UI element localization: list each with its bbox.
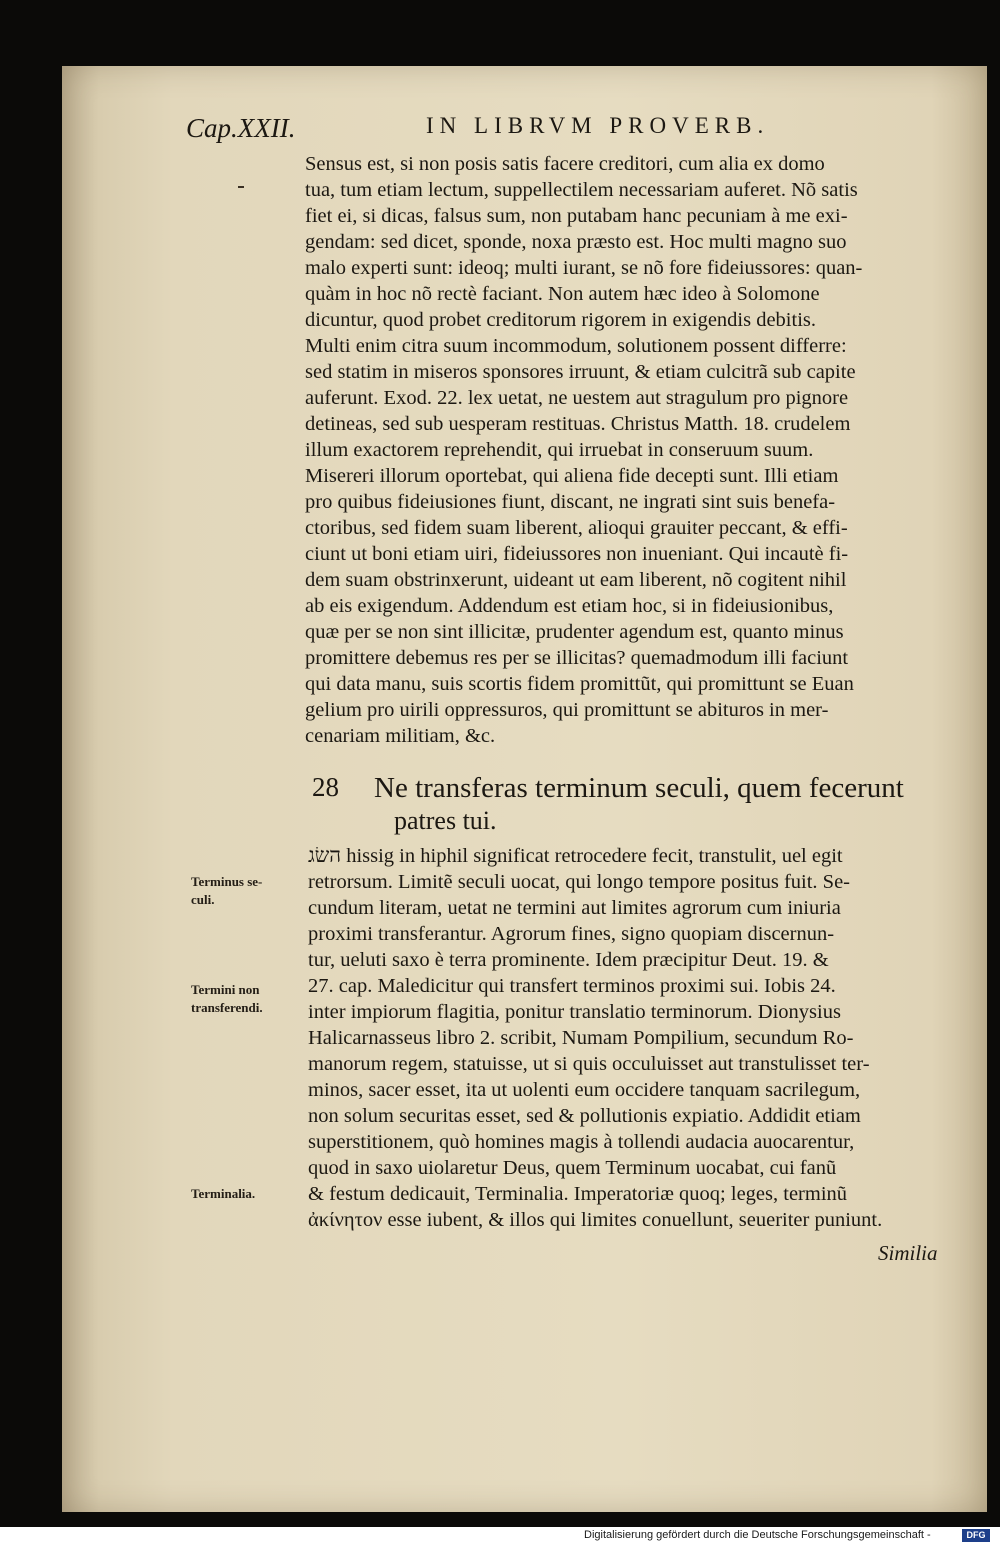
- margin-note-line: Terminus se-: [191, 874, 263, 889]
- text-line: sed statim in miseros sponsores irruunt, & etiam culcitrã sub capite: [305, 361, 856, 383]
- text-line: retrorsum. Limitẽ seculi uocat, qui longo tempore positus fuit. Se-: [308, 871, 851, 893]
- dfg-logo: DFG: [962, 1529, 990, 1542]
- text-line: 27. cap. Maledicitur qui transfert terminos proximi sui. Iobis 24.: [308, 975, 836, 997]
- text-line: ab eis exigendum. Addendum est etiam hoc, si in fideiusionibus,: [305, 595, 834, 617]
- text-line: dicuntur, quod probet creditorum rigorem in exigendis debitis.: [305, 309, 816, 331]
- text-line: inter impiorum flagitia, ponitur translatio terminorum. Dionysius: [308, 1001, 841, 1023]
- text-line: gendam: sed dicet, sponde, noxa præsto est. Hoc multi magno suo: [305, 231, 847, 253]
- text-line: fiet ei, si dicas, falsus sum, non putabam hanc pecuniam à me exi-: [305, 205, 848, 227]
- text-line: quæ per se non sint illicitæ, prudenter agendum est, quanto minus: [305, 621, 844, 643]
- margin-note-line: transferendi.: [191, 1000, 263, 1015]
- text-line: dem suam obstrinxerunt, uideant ut eam liberent, nõ cogitent nihil: [305, 569, 847, 591]
- text-line: tua, tum etiam lectum, suppellectilem necessariam auferet. Nõ satis: [305, 179, 858, 201]
- verse-number: 28: [312, 772, 339, 802]
- margin-note-line: Termini non: [191, 982, 260, 997]
- text-line: ἀκίνητον esse iubent, & illos qui limites conuellunt, seueriter puniunt.: [308, 1209, 883, 1231]
- text-line: superstitionem, quò homines magis à tollendi audacia auocarentur,: [308, 1131, 855, 1153]
- text-line: ciunt ut boni etiam uiri, fideiussores non inueniant. Qui incautè fi-: [305, 543, 849, 565]
- text-line: Misereri illorum oportebat, qui aliena fide decepti sunt. Illi etiam: [305, 465, 839, 487]
- text-line: Halicarnasseus libro 2. scribit, Numam Pompilium, secundum Ro-: [308, 1027, 854, 1049]
- margin-mark: [238, 186, 244, 188]
- text-line: malo experti sunt: ideoq; multi iurant, se nõ fore fideiussores: quan-: [305, 257, 863, 279]
- verse-line-2: patres tui.: [394, 806, 497, 835]
- chapter-label: Cap.XXII.: [186, 113, 296, 143]
- margin-note-line: culi.: [191, 892, 215, 907]
- text-line: minos, sacer esset, ita ut uolenti eum occidere tanquam sacrilegum,: [308, 1079, 861, 1101]
- running-head: [186, 113, 806, 143]
- text-line: Multi enim citra suum incommodum, solutionem possent differre:: [305, 335, 847, 357]
- running-title: IN LIBRVM PROVERB.: [426, 113, 770, 138]
- text-line: auferunt. Exod. 22. lex uetat, ne uestem aut stragulum pro pignore: [305, 387, 849, 409]
- margin-note-terminus-seculi: [191, 873, 301, 909]
- footer-credit: Digitalisierung gefördert durch die Deutsche Forschungsgemeinschaft -: [584, 1529, 931, 1541]
- text-line: detineas, sed sub uesperam restituas. Christus Matth. 18. crudelem: [305, 413, 851, 435]
- text-line: tur, ueluti saxo è terra prominente. Idem præcipitur Deut. 19. &: [308, 949, 829, 971]
- text-line: & festum dedicauit, Terminalia. Imperatoriæ quoq; leges, terminũ: [308, 1183, 848, 1205]
- text-line: quàm in hoc nõ rectè faciant. Non autem hæc ideo à Solomone: [305, 283, 820, 305]
- text-line: quod in saxo uiolaretur Deus, quem Terminum uocabat, cui fanũ: [308, 1157, 837, 1179]
- text-line: השׂג hissig in hiphil significat retrocedere fecit, transtulit, uel egit: [308, 845, 843, 867]
- margin-note-termini-non-transferendi: [191, 981, 301, 1017]
- margin-note-terminalia: [191, 1185, 301, 1203]
- text-line: proximi transferantur. Agrorum fines, signo quopiam discernun-: [308, 923, 835, 945]
- text-line: ctoribus, sed fidem suam liberent, alioqui grauiter peccant, & effi-: [305, 517, 848, 539]
- text-line: manorum regem, statuisse, ut si quis occuluisset aut transtulisset ter-: [308, 1053, 870, 1075]
- text-line: qui data manu, suis scortis fidem promittũt, qui promittunt se Euan: [305, 673, 854, 695]
- verse-line-1: Ne transferas terminum seculi, quem fecerunt: [374, 772, 904, 804]
- text-line: pro quibus fideiusiones fiunt, discant, ne ingrati sint suis benefa-: [305, 491, 836, 513]
- text-line: gelium pro uirili oppressuros, qui promittunt se abituros in mer-: [305, 699, 829, 721]
- text-line: non solum securitas esset, sed & pollutionis expiatio. Addidit etiam: [308, 1105, 861, 1127]
- margin-note-line: Terminalia.: [191, 1186, 256, 1201]
- text-line: cundum literam, uetat ne termini aut limites agrorum cum iniuria: [308, 897, 841, 919]
- text-line: illum exactorem reprehendit, qui irruebat in conseruum suum.: [305, 439, 814, 461]
- catchword: Similia: [878, 1241, 938, 1265]
- text-line: promittere debemus res per se illicitas? quemadmodum illi faciunt: [305, 647, 849, 669]
- text-line: cenariam militiam, &c.: [305, 725, 496, 747]
- text-line: Sensus est, si non posis satis facere creditori, cum alia ex domo: [305, 153, 825, 175]
